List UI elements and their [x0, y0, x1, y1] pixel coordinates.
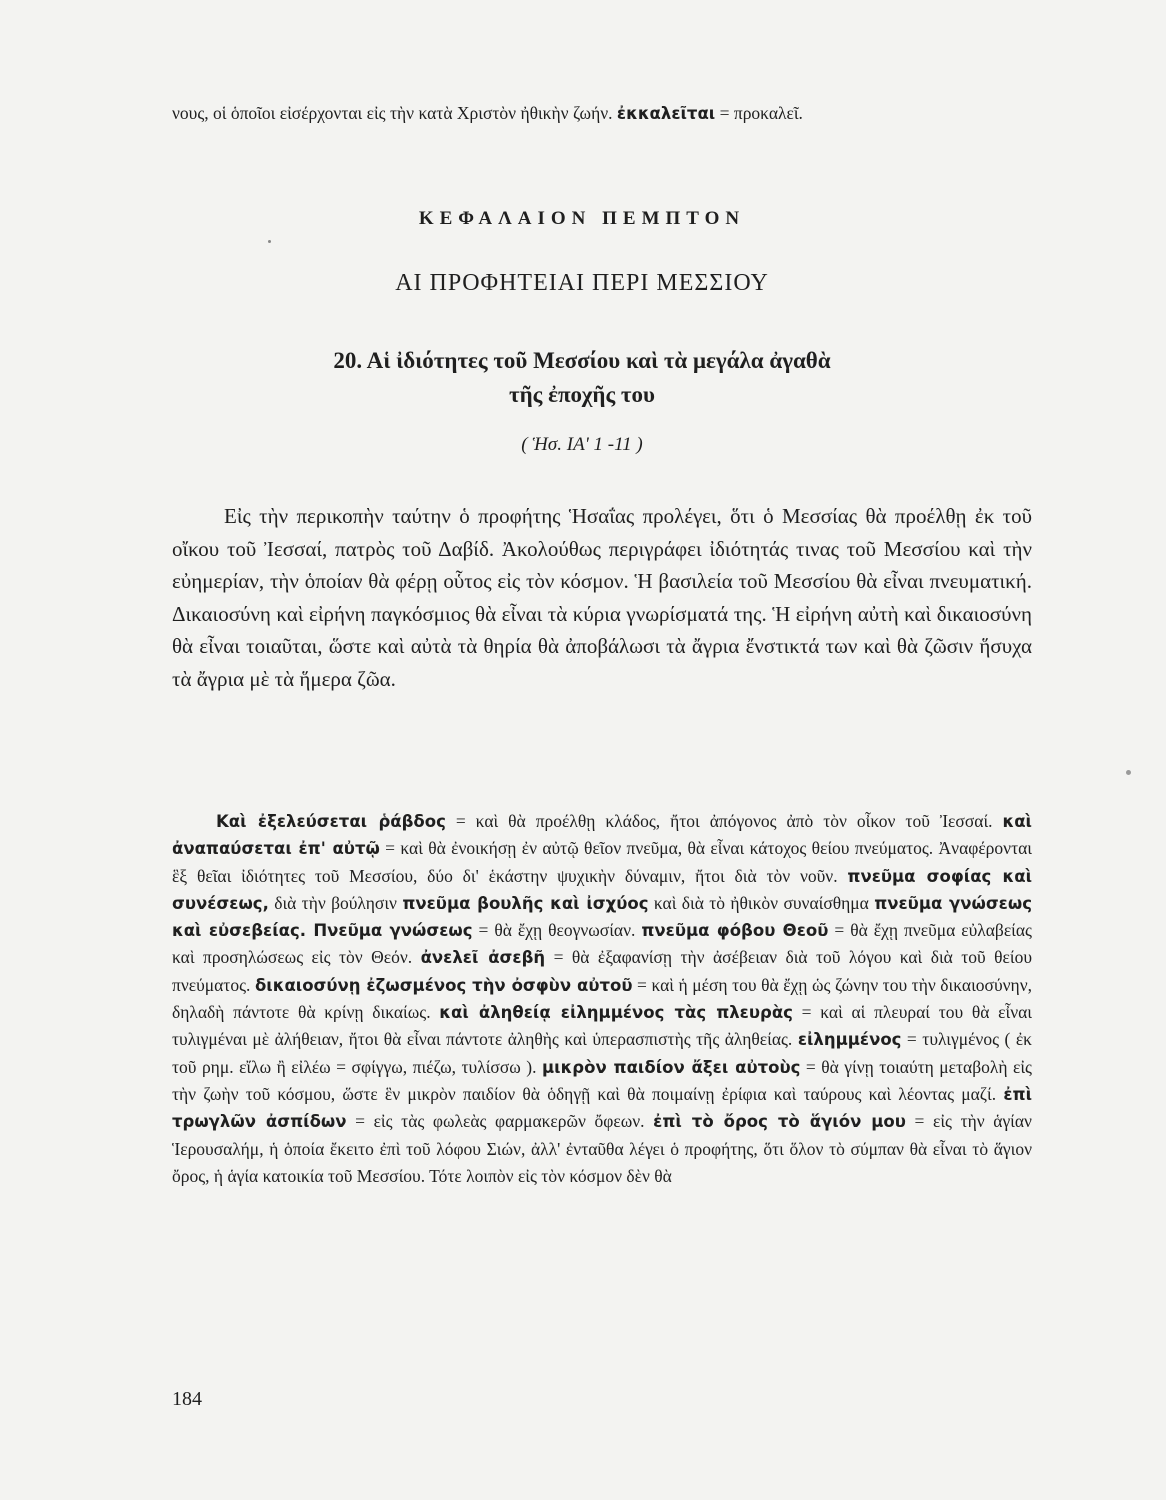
- note-term: ἀνελεῖ ἀσεβῆ: [420, 948, 546, 968]
- note-text: = θὰ γίνῃ τοιαύτη μεταβολὴ εἰς τὴν ζωὴν τοῦ κόσμου, ὥστε ἓν μικρὸν παιδίον θὰ ὁδηγῇ καὶ θὰ ποιμαίνῃ ἐρίφια καὶ ταύρους καὶ λέοντας μαζί.: [172, 1056, 1032, 1104]
- note-term: ἐπὶ τρωγλῶν ἀσπίδων: [172, 1084, 1032, 1132]
- commentary-notes: [172, 808, 1032, 1190]
- section-number: 20.: [333, 348, 363, 373]
- note-text: = τυλιγμένος ( ἐκ τοῦ ρημ. εἴλω ἢ εἰλέω = σφίγγω, πιέζω, τυλίσσω ).: [172, 1029, 1032, 1077]
- continuation-paragraph: [172, 100, 1032, 127]
- note-term: πνεῦμα φόβου Θεοῦ: [641, 921, 829, 941]
- note-term: δικαιοσύνῃ ἐζωσμένος τὴν ὀσφὺν αὐτοῦ: [254, 975, 633, 995]
- note-text: = εἰς τὰς φωλεὰς φαρμακερῶν ὄφεων.: [346, 1111, 654, 1132]
- section-title: [172, 344, 992, 412]
- note-text: διὰ τὴν βούλησιν: [268, 892, 403, 913]
- note-term: πνεῦμα γνώσεως καὶ εὐσεβείας. Πνεῦμα γνώσεως: [172, 893, 1032, 941]
- page-number: 184: [172, 1388, 202, 1410]
- note-text: = καὶ θὰ ἐνοικήσῃ ἐν αὐτῷ θεῖον πνεῦμα, θὰ εἶναι κάτοχος θείου πνεύματος. Ἀναφέρονται ἓξ θεῖαι ἰδιότητες τοῦ Μεσσίου, δύο δι' ἑκάστην ψυχικὴν δύναμιν, ἤτοι διὰ τὸν νοῦν.: [172, 838, 1032, 886]
- note-term: εἰλημμένος: [797, 1030, 902, 1050]
- continuation-term: ἐκκαλεῖται: [616, 104, 716, 123]
- main-paragraph: [172, 500, 1032, 695]
- note-term: καὶ ἀληθείᾳ εἰλημμένος τὰς πλευρὰς: [439, 1003, 793, 1023]
- section-title-text-1: Αἱ ἰδιότητες τοῦ Μεσσίου καὶ τὰ μεγάλα ἀγαθὰ: [366, 348, 831, 373]
- chapter-label: ΚΕΦΑΛΑΙΟΝ ΠΕΜΠΤΟΝ: [418, 208, 746, 229]
- chapter-title: ΑΙ ΠΡΟΦΗΤΕΙΑΙ ΠΕΡΙ ΜΕΣΣΙΟΥ: [395, 270, 769, 296]
- note-term: Καὶ ἐξελεύσεται ῥάβδος: [216, 812, 446, 831]
- note-text: = καὶ αἱ πλευραί του θὰ εἶναι τυλιγμέναι μὲ ἀλήθειαν, ἤτοι θὰ εἶναι πάντοτε ἀληθὴς καὶ ὑπερασπιστὴς τῆς ἀληθείας.: [172, 1002, 1032, 1050]
- notes-paragraph: [172, 808, 1032, 1190]
- note-text: = εἰς τὴν ἁγίαν Ἱερουσαλήμ, ἡ ὁποία ἔκειτο ἐπὶ τοῦ λόφου Σιών, ἀλλ' ἐνταῦθα λέγει ὁ προφήτης, ὅτι ὅλον τὸ σύμπαν θὰ εἶναι τὸ ἅγιον ὄρος, ἡ ἁγία κατοικία τοῦ Μεσσίου. Τότε λοιπὸν εἰς τὸν κόσμον δὲν θὰ: [172, 1111, 1032, 1186]
- note-term: μικρὸν παιδίον ἄξει αὐτοὺς: [542, 1057, 801, 1077]
- note-term: πνεῦμα σοφίας καὶ συνέσεως,: [172, 866, 1032, 913]
- note-text: = καὶ θὰ προέλθῃ κλάδος, ἤτοι ἀπόγονος ἀπὸ τὸν οἶκον τοῦ Ἰεσσαί.: [445, 811, 1003, 831]
- print-speck-margin: [1126, 770, 1131, 775]
- note-term: ἐπὶ τὸ ὄρος τὸ ἅγιόν μου: [653, 1112, 906, 1132]
- section-title-line1: [172, 344, 992, 378]
- continuation-definition: = προκαλεῖ.: [719, 103, 803, 123]
- note-text: = καὶ ἡ μέση του θὰ ἔχῃ ὡς ζώνην του τὴν δικαιοσύνην, δηλαδὴ πάντοτε θὰ κρίνῃ δικαίως.: [172, 974, 1032, 1023]
- main-text: Εἰς τὴν περικοπὴν ταύτην ὁ προφήτης Ἡσαΐας προλέγει, ὅτι ὁ Μεσσίας θὰ προέλθῃ ἐκ τοῦ οἴκου τοῦ Ἰεσσαί, πατρὸς τοῦ Δαβίδ. Ἀκολούθως περιγράφει ἰδιότητάς τινας τοῦ Μεσσίου καὶ τὴν εὐημερίαν, τὴν ὁποίαν θὰ φέρῃ οὗτος εἰς τὸν κόσμον. Ἡ βασιλεία τοῦ Μεσσίου θὰ εἶναι πνευματική. Δικαιοσύνη καὶ εἰρήνη παγκόσμιος θὰ εἶναι τὰ κύρια γνωρίσματά της. Ἡ εἰρήνη αὐτὴ καὶ δικαιοσύνη θὰ εἶναι τοιαῦται, ὥστε καὶ αὐτὰ τὰ θηρία θὰ ἀποβάλωσι τὰ ἄγρια ἔνστικτά των καὶ θὰ ζῶσιν ἥσυχα τὰ ἄγρια μὲ τὰ ἥμερα ζῶα.: [172, 504, 1032, 691]
- scripture-reference: ( Ἡσ. ΙΑ' 1 -11 ): [521, 434, 643, 455]
- note-term: καὶ ἀναπαύσεται ἐπ' αὐτῷ: [172, 812, 1032, 859]
- note-text: = θὰ ἐξαφανίσῃ τὴν ἀσέβειαν διὰ τοῦ λόγου καὶ διὰ τοῦ θείου πνεύματος.: [172, 947, 1032, 995]
- note-term: πνεῦμα βουλῆς καὶ ἰσχύος: [402, 893, 649, 913]
- print-speck: [268, 240, 271, 243]
- section-title-text-2: τῆς ἐποχῆς του: [509, 382, 655, 407]
- note-text: = θὰ ἔχῃ θεογνωσίαν.: [472, 920, 642, 941]
- continuation-text: νους, οἱ ὁποῖοι εἰσέρχονται εἰς τὴν κατὰ Χριστὸν ἠθικὴν ζωήν.: [172, 103, 613, 123]
- note-text: = θὰ ἔχῃ πνεῦμα εὐλαβείας καὶ προσηλώσεως εἰς τὸν Θεόν.: [172, 920, 1032, 968]
- note-text: καὶ διὰ τὸ ἠθικὸν συναίσθημα: [648, 892, 875, 913]
